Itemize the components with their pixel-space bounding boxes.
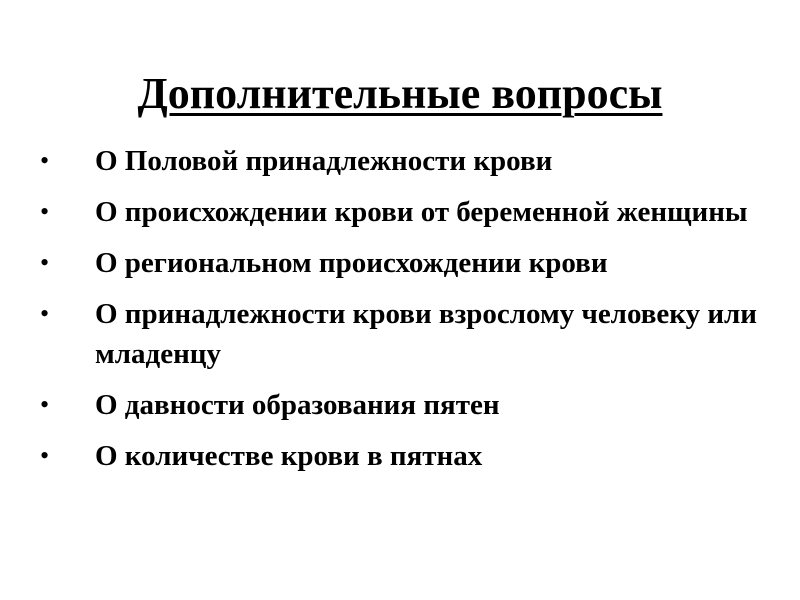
slide-title: Дополнительные вопросы — [137, 69, 663, 118]
bullet-icon: • — [40, 390, 50, 419]
list-item-text: О Половой принадлежности крови — [95, 145, 553, 177]
list-item — [0, 294, 800, 374]
bullet-icon: • — [40, 441, 50, 470]
list-item — [0, 385, 800, 425]
list-item-text: О давности образования пятен — [95, 389, 500, 421]
list-item-text: О региональном происхождении крови — [95, 247, 608, 279]
list-item-text: О количестве крови в пятнах — [95, 440, 483, 472]
list-item-text: О происхождении крови от беременной женщины — [95, 196, 748, 228]
bullet-icon: • — [40, 248, 50, 277]
list-item — [0, 192, 800, 232]
list-item — [0, 243, 800, 283]
list-item — [0, 436, 800, 476]
bullet-list — [0, 141, 800, 487]
list-item-text: О принадлежности крови взрослому человеку или младенцу — [95, 298, 758, 370]
bullet-icon: • — [40, 299, 50, 328]
bullet-icon: • — [40, 197, 50, 226]
bullet-icon: • — [40, 146, 50, 175]
list-item — [0, 141, 800, 181]
